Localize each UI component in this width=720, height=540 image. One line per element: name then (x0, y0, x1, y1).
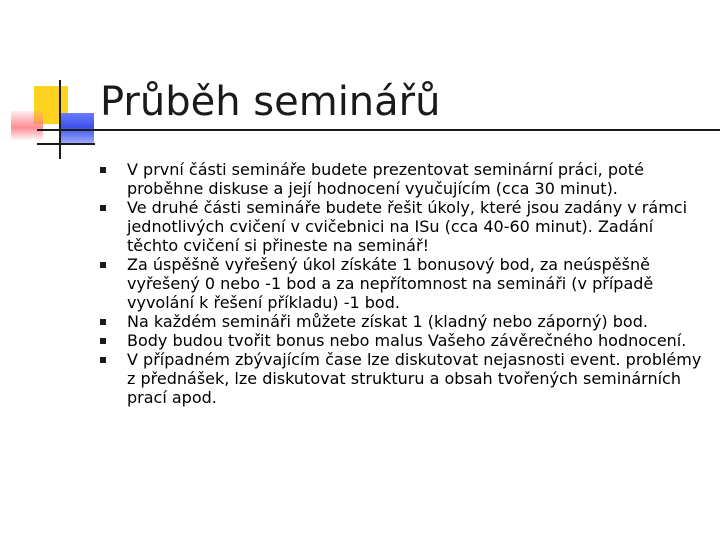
bullet-square-icon (100, 205, 106, 211)
bullet-square-icon (100, 319, 106, 325)
bullet-text: V případném zbývajícím čase lze diskutovat nejasnosti event. problémy z přednášek, lze diskutovat strukturu a obsah tvořených seminárních prací apod. (127, 350, 702, 407)
bullet-item (98, 198, 706, 255)
bullet-text: V první části semináře budete prezentovat seminární práci, poté proběhne diskuse a její hodnocení vyučujícím (cca 30 minut). (127, 160, 644, 198)
bullet-square-icon (100, 167, 106, 173)
bullet-square-icon (100, 262, 106, 268)
title-underline (37, 129, 720, 131)
bullet-text: Ve druhé části semináře budete řešit úkoly, které jsou zadány v rámci jednotlivých cvičení v cvičebnici na ISu (cca 40-60 minut). Zadání těchto cvičení si přineste na seminář! (127, 198, 688, 255)
bullet-square-icon (100, 357, 106, 363)
bullet-item (98, 160, 706, 198)
bullet-square-icon (100, 338, 106, 344)
bullet-item (98, 312, 706, 331)
logo-vertical-line (59, 80, 61, 159)
bullet-list (98, 160, 706, 407)
bullet-text: Na každém semináři můžete získat 1 (kladný nebo záporný) bod. (127, 312, 648, 331)
bullet-text: Za úspěšně vyřešený úkol získáte 1 bonusový bod, za neúspěšně vyřešený 0 nebo -1 bod a za nepřítomnost na semináři (v případě vyvolání k řešení příkladu) -1 bod. (127, 255, 654, 312)
bullet-text: Body budou tvořit bonus nebo malus Vašeho závěrečného hodnocení. (127, 331, 687, 350)
slide-title: Průběh seminářů (100, 79, 441, 125)
bullet-item (98, 350, 706, 407)
logo-horizontal-line (37, 143, 95, 145)
logo-red-square (11, 111, 43, 141)
bullet-item (98, 331, 706, 350)
bullet-item (98, 255, 706, 312)
